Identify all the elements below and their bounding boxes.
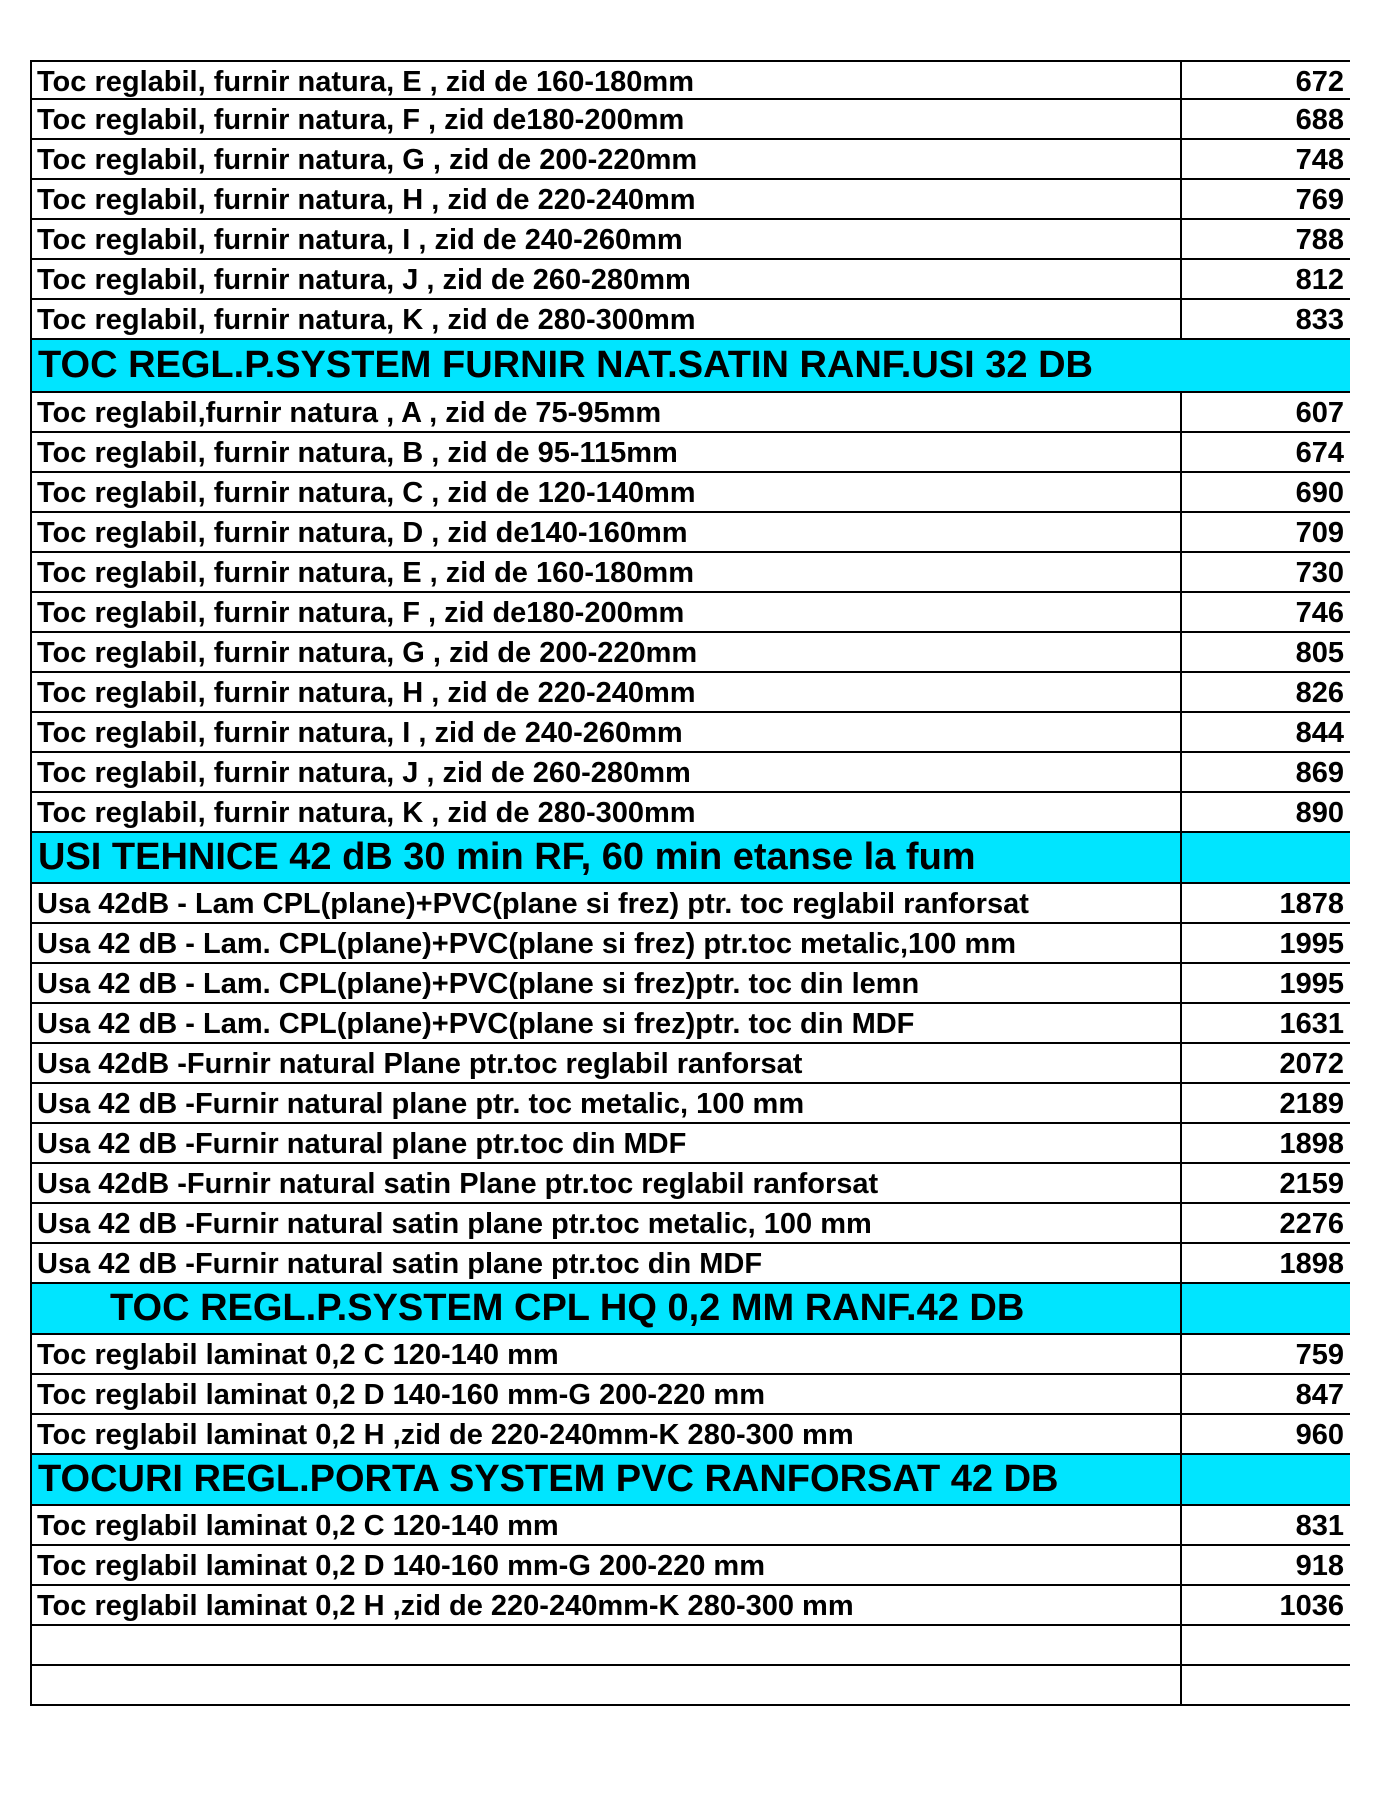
item-price: 674: [1295, 437, 1344, 469]
table-row: [30, 673, 1350, 713]
item-price: 709: [1295, 517, 1344, 549]
item-price: 2072: [1279, 1048, 1344, 1080]
item-description: Usa 42 dB -Furnir natural satin plane ptr.toc metalic, 100 mm: [32, 1204, 1182, 1242]
item-price: 918: [1295, 1550, 1344, 1582]
table-row: [30, 300, 1350, 340]
item-price: 2276: [1279, 1208, 1344, 1240]
item-price: 831: [1295, 1510, 1344, 1542]
item-price: 1995: [1279, 928, 1344, 960]
table-row: [30, 1044, 1350, 1084]
item-description: Toc reglabil laminat 0,2 H ,zid de 220-240mm-K 280-300 mm: [32, 1415, 1182, 1453]
item-description: Toc reglabil, furnir natura, I , zid de 240-260mm: [32, 220, 1182, 258]
item-price: 690: [1295, 477, 1344, 509]
item-description: Toc reglabil, furnir natura, D , zid de140-160mm: [32, 513, 1182, 551]
item-price: 847: [1295, 1379, 1344, 1411]
item-description: Usa 42 dB - Lam. CPL(plane)+PVC(plane si frez)ptr. toc din MDF: [32, 1004, 1182, 1042]
table-row: [30, 1415, 1350, 1455]
item-price: 812: [1295, 264, 1344, 296]
item-description: Usa 42 dB -Furnir natural plane ptr. toc metalic, 100 mm: [32, 1084, 1182, 1122]
section-title: TOC REGL.P.SYSTEM CPL HQ 0,2 MM RANF.42 DB: [32, 1284, 1182, 1333]
item-price: 1898: [1279, 1128, 1344, 1160]
item-description: Toc reglabil, furnir natura, K , zid de 280-300mm: [32, 300, 1182, 338]
item-price: 805: [1295, 637, 1344, 669]
item-price: 1995: [1279, 968, 1344, 1000]
table-row: [30, 964, 1350, 1004]
table-row: [30, 180, 1350, 220]
empty-cell: [1182, 1626, 1350, 1664]
item-price: 1036: [1279, 1590, 1344, 1622]
section-title: TOCURI REGL.PORTA SYSTEM PVC RANFORSAT 42 DB: [32, 1455, 1182, 1504]
table-row: [30, 100, 1350, 140]
item-description: Toc reglabil, furnir natura, B , zid de 95-115mm: [32, 433, 1182, 471]
table-row: [30, 1124, 1350, 1164]
price-list-table: [30, 60, 1350, 1706]
item-price: 869: [1295, 757, 1344, 789]
item-description: Toc reglabil laminat 0,2 C 120-140 mm: [32, 1335, 1182, 1373]
table-row: [30, 220, 1350, 260]
item-price: 1631: [1279, 1008, 1344, 1040]
table-row: [30, 393, 1350, 433]
item-description: Toc reglabil, furnir natura, H , zid de 220-240mm: [32, 180, 1182, 218]
table-row: [30, 924, 1350, 964]
item-description: Toc reglabil laminat 0,2 C 120-140 mm: [32, 1506, 1182, 1544]
item-price: 769: [1295, 184, 1344, 216]
table-row: [30, 1084, 1350, 1124]
item-price: 746: [1295, 597, 1344, 629]
section-header: [30, 340, 1350, 393]
table-row: [30, 513, 1350, 553]
item-price: 730: [1295, 557, 1344, 589]
item-description: Usa 42 dB -Furnir natural plane ptr.toc din MDF: [32, 1124, 1182, 1162]
table-row: [30, 60, 1350, 100]
table-row: [30, 884, 1350, 924]
item-price: 833: [1295, 304, 1344, 336]
item-price: 844: [1295, 717, 1344, 749]
item-description: Toc reglabil laminat 0,2 H ,zid de 220-240mm-K 280-300 mm: [32, 1586, 1182, 1624]
item-price: 607: [1295, 397, 1344, 429]
item-description: Toc reglabil, furnir natura, E , zid de 160-180mm: [32, 553, 1182, 591]
empty-cell: [32, 1626, 1182, 1664]
section-header: [30, 1284, 1350, 1335]
empty-cell: [1182, 1666, 1350, 1704]
table-row: [30, 793, 1350, 833]
item-description: Toc reglabil, furnir natura, C , zid de 120-140mm: [32, 473, 1182, 511]
section-title: USI TEHNICE 42 dB 30 min RF, 60 min etanse la fum: [32, 833, 1182, 882]
section-header: [30, 833, 1350, 884]
item-description: Toc reglabil, furnir natura, G , zid de 200-220mm: [32, 140, 1182, 178]
item-price: 688: [1295, 104, 1344, 136]
item-price: 2189: [1279, 1088, 1344, 1120]
item-description: Toc reglabil laminat 0,2 D 140-160 mm-G 200-220 mm: [32, 1546, 1182, 1584]
item-description: Toc reglabil, furnir natura, H , zid de 220-240mm: [32, 673, 1182, 711]
item-description: Usa 42dB - Lam CPL(plane)+PVC(plane si frez) ptr. toc reglabil ranforsat: [32, 884, 1182, 922]
table-row: [30, 1335, 1350, 1375]
item-description: Toc reglabil,furnir natura , A , zid de 75-95mm: [32, 393, 1182, 431]
empty-row: [30, 1666, 1350, 1706]
table-row: [30, 1244, 1350, 1284]
table-row: [30, 1164, 1350, 1204]
section-header: [30, 1455, 1350, 1506]
table-row: [30, 633, 1350, 673]
section-header-price-cell: [1182, 1455, 1350, 1504]
item-description: Toc reglabil, furnir natura, E , zid de 160-180mm: [32, 62, 1182, 100]
item-price: 1878: [1279, 888, 1344, 920]
empty-row: [30, 1626, 1350, 1666]
item-description: Toc reglabil, furnir natura, F , zid de180-200mm: [32, 593, 1182, 631]
item-description: Toc reglabil, furnir natura, G , zid de 200-220mm: [32, 633, 1182, 671]
item-price: 788: [1295, 224, 1344, 256]
item-description: Toc reglabil, furnir natura, F , zid de180-200mm: [32, 100, 1182, 138]
item-description: Toc reglabil laminat 0,2 D 140-160 mm-G 200-220 mm: [32, 1375, 1182, 1413]
table-row: [30, 140, 1350, 180]
item-description: Toc reglabil, furnir natura, I , zid de 240-260mm: [32, 713, 1182, 751]
empty-cell: [32, 1666, 1182, 1704]
table-row: [30, 713, 1350, 753]
item-price: 826: [1295, 677, 1344, 709]
item-description: Toc reglabil, furnir natura, J , zid de 260-280mm: [32, 260, 1182, 298]
table-row: [30, 553, 1350, 593]
item-description: Usa 42 dB - Lam. CPL(plane)+PVC(plane si frez)ptr. toc din lemn: [32, 964, 1182, 1002]
table-row: [30, 260, 1350, 300]
item-price: 2159: [1279, 1168, 1344, 1200]
item-description: Usa 42dB -Furnir natural Plane ptr.toc reglabil ranforsat: [32, 1044, 1182, 1082]
section-title: TOC REGL.P.SYSTEM FURNIR NAT.SATIN RANF.USI 32 DB: [38, 344, 1093, 386]
table-row: [30, 1506, 1350, 1546]
item-price: 748: [1295, 144, 1344, 176]
table-row: [30, 593, 1350, 633]
item-price: 1898: [1279, 1248, 1344, 1280]
item-description: Toc reglabil, furnir natura, J , zid de 260-280mm: [32, 753, 1182, 791]
table-row: [30, 1004, 1350, 1044]
table-row: [30, 1204, 1350, 1244]
item-price: 672: [1295, 66, 1344, 98]
table-row: [30, 433, 1350, 473]
section-header-price-cell: [1182, 1284, 1350, 1333]
item-price: 890: [1295, 797, 1344, 829]
section-header-price-cell: [1182, 833, 1350, 882]
table-row: [30, 473, 1350, 513]
item-description: Toc reglabil, furnir natura, K , zid de 280-300mm: [32, 793, 1182, 831]
table-row: [30, 1546, 1350, 1586]
item-price: 960: [1295, 1419, 1344, 1451]
table-row: [30, 753, 1350, 793]
item-description: Usa 42 dB -Furnir natural satin plane ptr.toc din MDF: [32, 1244, 1182, 1282]
item-price: 759: [1295, 1339, 1344, 1371]
item-description: Usa 42 dB - Lam. CPL(plane)+PVC(plane si frez) ptr.toc metalic,100 mm: [32, 924, 1182, 962]
item-description: Usa 42dB -Furnir natural satin Plane ptr.toc reglabil ranforsat: [32, 1164, 1182, 1202]
table-row: [30, 1375, 1350, 1415]
table-row: [30, 1586, 1350, 1626]
